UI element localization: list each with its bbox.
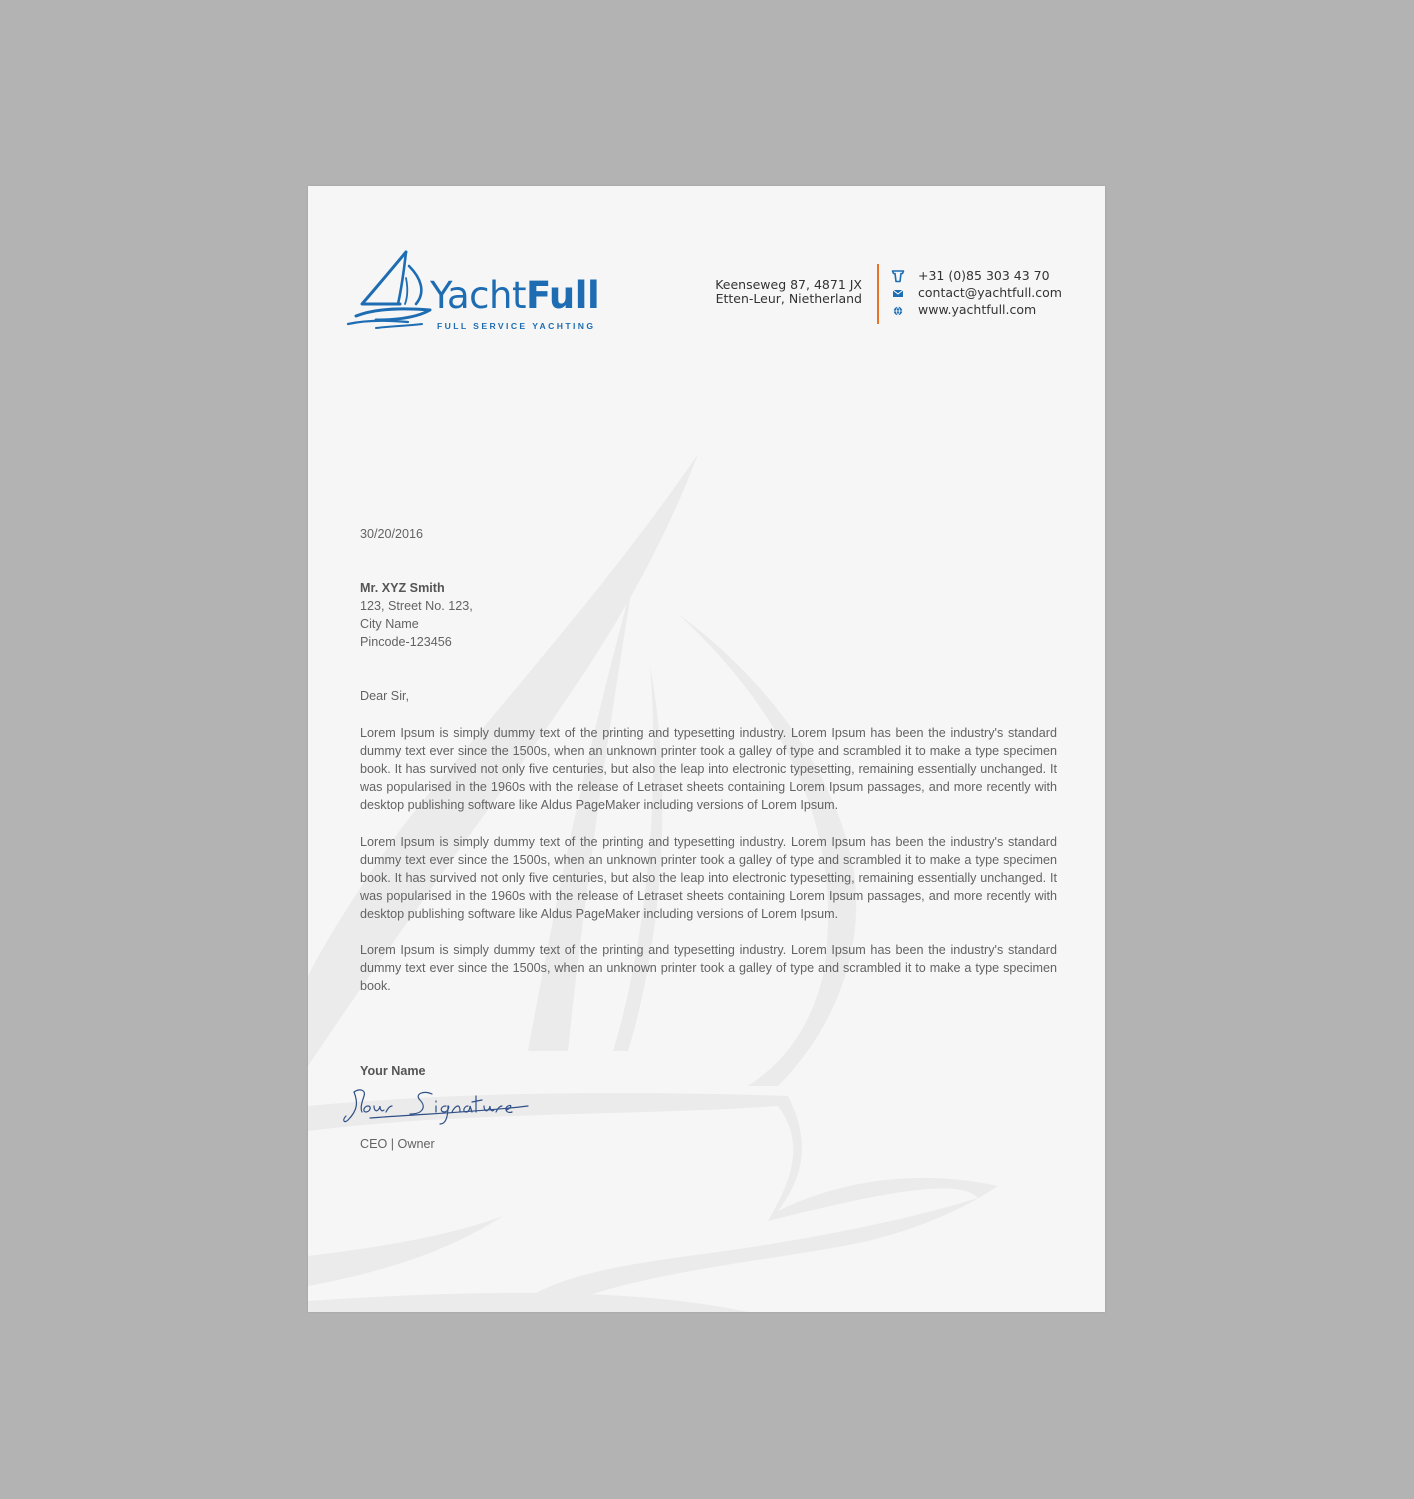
sender-role: CEO | Owner xyxy=(360,1137,435,1151)
sender-name: Your Name xyxy=(360,1064,426,1078)
brand-name-light: Yacht xyxy=(430,274,526,317)
salutation: Dear Sir, xyxy=(360,689,409,703)
phone-number[interactable]: +31 (0)85 303 43 70 xyxy=(918,268,1050,283)
brand-name-bold: Full xyxy=(525,274,600,317)
letter-paragraph-1: Lorem Ipsum is simply dummy text of the printing and typesetting industry. Lorem Ipsum has been the industry's standard dummy text ever since the 1500s, when an unknown printer took a galley of type and scrambled it to make a type specimen book. It has survived not only five centuries, but also the leap into electronic typesetting, remaining essentially unchanged. It was popularised in the 1960s with the release of Letraset sheets containing Lorem Ipsum passages, and more recently with desktop publishing software like Aldus PageMaker including versions of Lorem Ipsum. xyxy=(360,726,1057,812)
sailboat-icon xyxy=(346,248,436,338)
recipient-address-line-2: City Name xyxy=(360,617,419,631)
letter-paragraph-3: Lorem Ipsum is simply dummy text of the printing and typesetting industry. Lorem Ipsum has been the industry's standard dummy text ever since the 1500s, when an unknown printer took a galley of type and scrambled it to make a type specimen book. xyxy=(360,943,1057,993)
envelope-icon xyxy=(891,287,905,300)
address-line-2: Etten-Leur, Nietherland xyxy=(715,291,862,306)
letter-date: 30/20/2016 xyxy=(360,527,424,541)
letter-paragraph-2: Lorem Ipsum is simply dummy text of the printing and typesetting industry. Lorem Ipsum has been the industry's standard dummy text ever since the 1500s, when an unknown printer took a galley of type and scrambled it to make a type specimen book. It has survived not only five centuries, but also the leap into electronic typesetting, remaining essentially unchanged. It was popularised in the 1960s with the release of Letraset sheets containing Lorem Ipsum passages, and more recently with desktop publishing software like Aldus PageMaker including versions of Lorem Ipsum. xyxy=(360,835,1057,921)
website-url[interactable]: www.yachtfull.com xyxy=(918,302,1037,317)
company-logo xyxy=(346,248,600,338)
recipient-block xyxy=(360,579,1057,651)
recipient-address-line-1: 123, Street No. 123, xyxy=(360,599,473,613)
brand-wordmark xyxy=(430,274,599,317)
brand-tagline: FULL SERVICE YACHTING xyxy=(437,321,596,331)
email-address[interactable]: contact@yachtfull.com xyxy=(918,285,1062,300)
recipient-address-line-3: Pincode-123456 xyxy=(360,635,452,649)
letterhead-sheet xyxy=(308,186,1105,1312)
header-divider xyxy=(877,264,879,324)
company-address xyxy=(715,278,862,306)
recipient-name: Mr. XYZ Smith xyxy=(360,581,445,595)
handwritten-signature xyxy=(340,1084,530,1128)
globe-icon xyxy=(891,304,905,317)
phone-icon xyxy=(891,270,905,283)
address-line-1: Keenseweg 87, 4871 JX xyxy=(715,277,862,292)
